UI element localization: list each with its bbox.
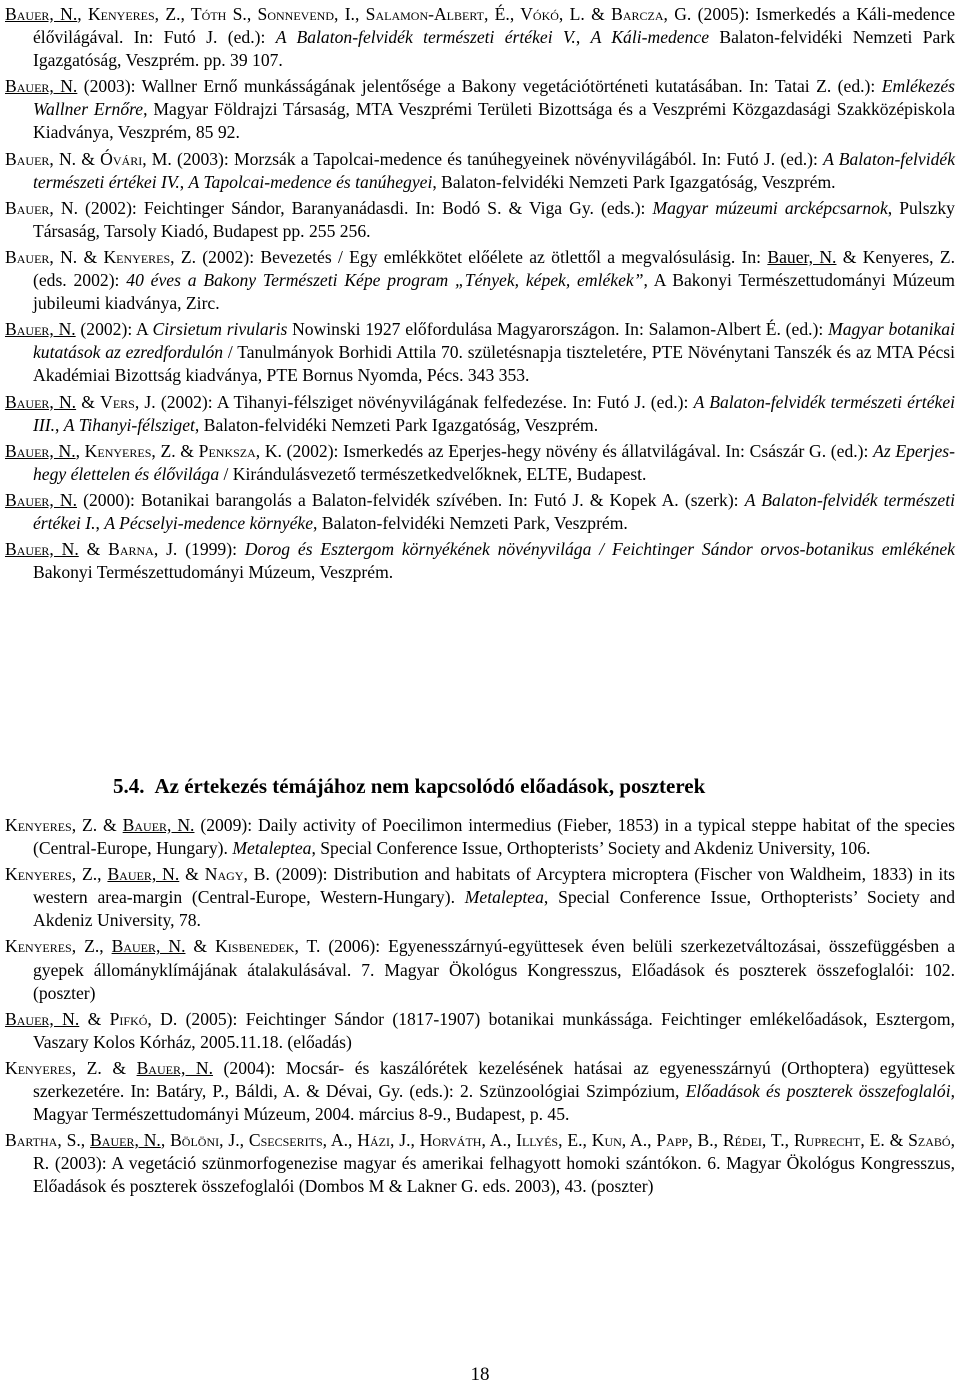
- reference-text: Bauer, N.: [111, 936, 186, 957]
- publication-entry: [5, 197, 955, 243]
- reference-text: (2003): Morzsák a Tapolcai-medence és tanúhegyeinek növényvilágából. In: Futó J. (ed.):: [171, 148, 824, 169]
- reference-text: Óvári, M.: [100, 148, 172, 169]
- publication-entry: [5, 3, 955, 72]
- reference-text: (2002): A Tihanyi-félsziget növényvilágának felfedezése. In: Futó J. (ed.):: [155, 391, 694, 412]
- reference-text: , Balaton-felvidéki Nemzeti Park Igazgatóság, Veszprém.: [432, 171, 836, 192]
- reference-text: A Pécselyi-medence környéke: [104, 512, 314, 533]
- reference-text: &: [79, 1008, 110, 1029]
- reference-text: Bauer, N.: [5, 440, 76, 461]
- reference-text: Kisbenedek, T.: [215, 936, 321, 957]
- reference-text: (2002): Ismerkedés az Eperjes-hegy növény és állatvilágával. In: Császár G. (ed.):: [281, 440, 874, 461]
- reference-text: (1999):: [177, 539, 245, 560]
- publication-list: [5, 3, 955, 587]
- reference-text: Bauer, N.: [5, 76, 78, 97]
- reference-text: Barna, J.: [108, 539, 178, 560]
- reference-text: Kenyeres, Z.,: [5, 864, 108, 885]
- section-heading: [113, 774, 705, 799]
- reference-text: / Kirándulásvezető természetkedvelőknek, ELTE, Budapest.: [219, 463, 647, 484]
- reference-text: (2002): Feichtinger Sándor, Baranyanádasdi. In: Bodó S. & Viga Gy. (eds.):: [77, 197, 653, 218]
- reference-text: (2004): Mocsár- és kaszálórétek kezelésének hatásai az egyenesszárnyú (Orthoptera) együttesek szerkezetére. In: Batáry, P., Báldi, A. & Dévai, Gy. (eds.): 2. Szünzoológiai Szimpózium,: [33, 1057, 956, 1102]
- reference-text: / Tanulmányok Borhidi Attila 70. születésnapja tiszteletére, PTE Növénytani Tanszék és az MTA Pécsi Akadémiai Bizottság kiadványa, PTE Bornus Nyomda, Pécs. 343 353.: [33, 342, 956, 386]
- reference-text: ,: [95, 512, 105, 533]
- reference-text: Bauer, N.: [136, 1057, 214, 1078]
- reference-text: Dorog és Esztergom környékének növényvilága / Feichtinger Sándor orvos-botanikus emlékének: [244, 539, 955, 560]
- reference-text: ,: [575, 27, 591, 48]
- reference-text: Bauer, N.: [5, 246, 78, 267]
- reference-text: Kenyeres, Z.: [5, 1057, 102, 1078]
- reference-text: Bauer, N.: [5, 539, 79, 560]
- publication-entry: [5, 440, 955, 486]
- reference-text: &: [179, 864, 205, 885]
- reference-text: Bauer, N.: [767, 246, 837, 267]
- reference-text: , Balaton-felvidéki Nemzeti Park Igazgatóság, Veszprém.: [194, 414, 599, 435]
- reference-text: &: [77, 246, 104, 267]
- presentation-entry: [5, 814, 955, 860]
- reference-text: (2006): Egyenesszárnyú-együttesek éven belüli szerkezetváltozásai, összefüggésben a gyepek állományklímájának átalakulásával. 7. Magyar Ökológus Kongresszus, Előadások és poszterek összefoglalói: 102. (poszter): [33, 936, 956, 1003]
- reference-text: Bauer, N.: [5, 148, 77, 169]
- reference-text: A Tapolcai-medence és tanúhegyei: [188, 171, 433, 192]
- reference-text: , Kenyeres, Z., Tóth S., Sonnevend, I., Salamon-Albert, É., Vókó, L. & Barcza, G.: [77, 4, 692, 24]
- reference-text: , Pulszky Társaság, Tarsoly Kiadó, Budapest pp. 255 256.: [33, 197, 955, 241]
- publication-entry: [5, 75, 955, 144]
- reference-text: (2005): Ismerkedés a Káli-medence élővilágával. In: Futó J. (ed.):: [33, 4, 955, 48]
- reference-text: Vers, J.: [100, 391, 156, 412]
- reference-text: Nagy, B.: [204, 864, 270, 885]
- section-number: 5.4.: [113, 774, 145, 798]
- reference-text: (2002): A: [75, 319, 153, 340]
- presentation-entry: [5, 1008, 955, 1054]
- reference-text: , Magyar Természettudományi Múzeum, 2004. március 8-9., Budapest, p. 45.: [33, 1081, 955, 1125]
- publication-entry: [5, 148, 955, 194]
- reference-text: Bakonyi Természettudományi Múzeum, Veszprém.: [33, 562, 394, 583]
- presentation-list: [5, 814, 955, 1202]
- reference-text: Kenyeres, Z.: [103, 246, 197, 267]
- reference-text: Magyar múzeumi arcképcsarnok: [652, 197, 888, 218]
- reference-text: , Bölöni, J., Csecserits, A., Házi, J., Horváth, A., Illyés, E., Kun, A., Papp, B., Rédei, T., Ruprecht, E. & Szabó, R.: [33, 1130, 955, 1174]
- reference-text: A Balaton-felvidék természeti értékei I.: [33, 489, 955, 533]
- reference-text: Bartha, S.,: [5, 1130, 91, 1151]
- reference-text: ,: [54, 414, 64, 435]
- reference-text: &: [101, 1057, 137, 1078]
- reference-text: , Balaton-felvidéki Nemzeti Park, Veszprém.: [313, 512, 628, 533]
- reference-text: Bauer, N.: [5, 197, 78, 218]
- reference-text: Pifkó, D.: [109, 1008, 178, 1029]
- page-number: 18: [470, 1364, 490, 1385]
- reference-text: , Special Conference Issue, Orthopterists’ Society and Akdeniz University, 106.: [311, 838, 871, 859]
- reference-text: (2003): Wallner Ernő munkásságának jelentősége a Bakony vegetációtörténeti kutatásában. In: Tatai Z. (ed.):: [77, 76, 882, 97]
- reference-text: , Magyar Földrajzi Társaság, MTA Veszprémi Területi Bizottsága és a Veszprémi Közgazdasági Szakközépiskola Kiadványa, Veszprém, 85 92.: [33, 99, 956, 143]
- reference-text: & Kenyeres, Z. (eds. 2002):: [33, 246, 955, 291]
- reference-text: &: [97, 815, 123, 835]
- reference-text: , Kenyeres, Z. & Penksza, K.: [75, 440, 282, 461]
- reference-text: (2002): Bevezetés / Egy emlékkötet előélete az ötlettől a megvalósulásig. In:: [196, 246, 768, 267]
- section-title: Az értekezés témájához nem kapcsolódó előadások, poszterek: [154, 774, 706, 798]
- reference-text: Nowinski 1927 előfordulása Magyarországon. In: Salamon-Albert É. (ed.):: [287, 319, 829, 340]
- reference-text: 40 éves a Bakony Természeti Képe program „Tények, képek, emlékek”: [126, 270, 644, 291]
- reference-text: ,: [179, 171, 189, 192]
- reference-text: (2000): Botanikai barangolás a Balaton-felvidék szívében. In: Futó J. & Kopek A. (szerk):: [77, 489, 745, 510]
- reference-text: Emlékezés Wallner Ernőre: [33, 76, 955, 120]
- publication-entry: [5, 391, 955, 437]
- reference-text: Cirsietum rivularis: [152, 319, 288, 340]
- reference-text: Bauer, N.: [107, 864, 180, 885]
- reference-text: Bauer, N.: [5, 1008, 80, 1029]
- reference-text: A Balaton-felvidék természeti értékei III.: [33, 391, 956, 435]
- reference-text: Bauer, N.: [5, 391, 77, 412]
- reference-text: &: [76, 148, 101, 169]
- reference-text: Bauer, N.: [5, 489, 78, 510]
- presentation-entry: [5, 863, 955, 932]
- reference-text: Bauer, N.: [90, 1130, 161, 1151]
- reference-text: (2005): Feichtinger Sándor (1817-1907) botanikai munkássága. Feichtinger emlékelőadások, Esztergom, Vaszary Kolos Kórház, 2005.11.18. (előadás): [33, 1008, 955, 1052]
- reference-text: &: [76, 391, 101, 412]
- reference-text: , Special Conference Issue, Orthopterists’ Society and Akdeniz University, 78.: [33, 887, 955, 931]
- reference-text: Magyar botanikai kutatások az ezredfordulón: [33, 319, 955, 363]
- reference-text: Bauer, N.: [122, 815, 195, 835]
- reference-text: Metaleptea: [232, 838, 312, 859]
- reference-text: Kenyeres, Z.: [5, 815, 98, 835]
- presentation-entry: [5, 1129, 955, 1198]
- reference-text: Metaleptea: [464, 887, 544, 908]
- presentation-entry: [5, 1057, 955, 1126]
- presentation-entry: [5, 935, 955, 1004]
- reference-text: A Balaton-felvidék természeti értékei IV.: [33, 148, 956, 192]
- publication-entry: [5, 489, 955, 535]
- reference-text: (2009): Daily activity of Poecilimon intermedius (Fieber, 1853) in a typical steppe habitat of the species (Central-Europe, Hungary).: [33, 815, 956, 859]
- reference-text: &: [78, 539, 109, 560]
- reference-text: (2003): A vegetáció szünmorfogenezise magyar és amerikai felhagyott homoki szántókon. 6. Magyar Ökológus Kongresszus, Előadások és poszterek összefoglalói (Dombos M & Lakner G. eds. 2003), 43. (poszter): [33, 1153, 955, 1197]
- reference-text: (2009): Distribution and habitats of Arcyptera microptera (Fischer von Waldheim, 1833) in its western area-margin (Central-Europe, Western-Hungary).: [33, 864, 956, 908]
- reference-text: A Balaton-felvidék természeti értékei V.: [275, 27, 576, 48]
- publication-entry: [5, 246, 955, 315]
- reference-text: Balaton-felvidéki Nemzeti Park Igazgatóság, Veszprém. pp. 39 107.: [33, 27, 955, 71]
- reference-text: Az Eperjes-hegy élettelen és élővilága: [33, 440, 955, 484]
- reference-text: A Tihanyi-félsziget: [63, 414, 195, 435]
- reference-text: , A Bakonyi Természettudományi Múzeum jubileumi kiadványa, Zirc.: [33, 270, 955, 314]
- reference-text: Bauer, N.: [5, 4, 78, 24]
- reference-text: Előadások és poszterek összefoglalói: [685, 1081, 951, 1102]
- reference-text: A Káli-medence: [590, 27, 710, 48]
- publication-entry: [5, 318, 955, 387]
- publication-entry: [5, 538, 955, 584]
- reference-text: Bauer, N.: [5, 319, 76, 340]
- reference-text: Kenyeres, Z.,: [5, 936, 112, 957]
- reference-text: &: [185, 936, 216, 957]
